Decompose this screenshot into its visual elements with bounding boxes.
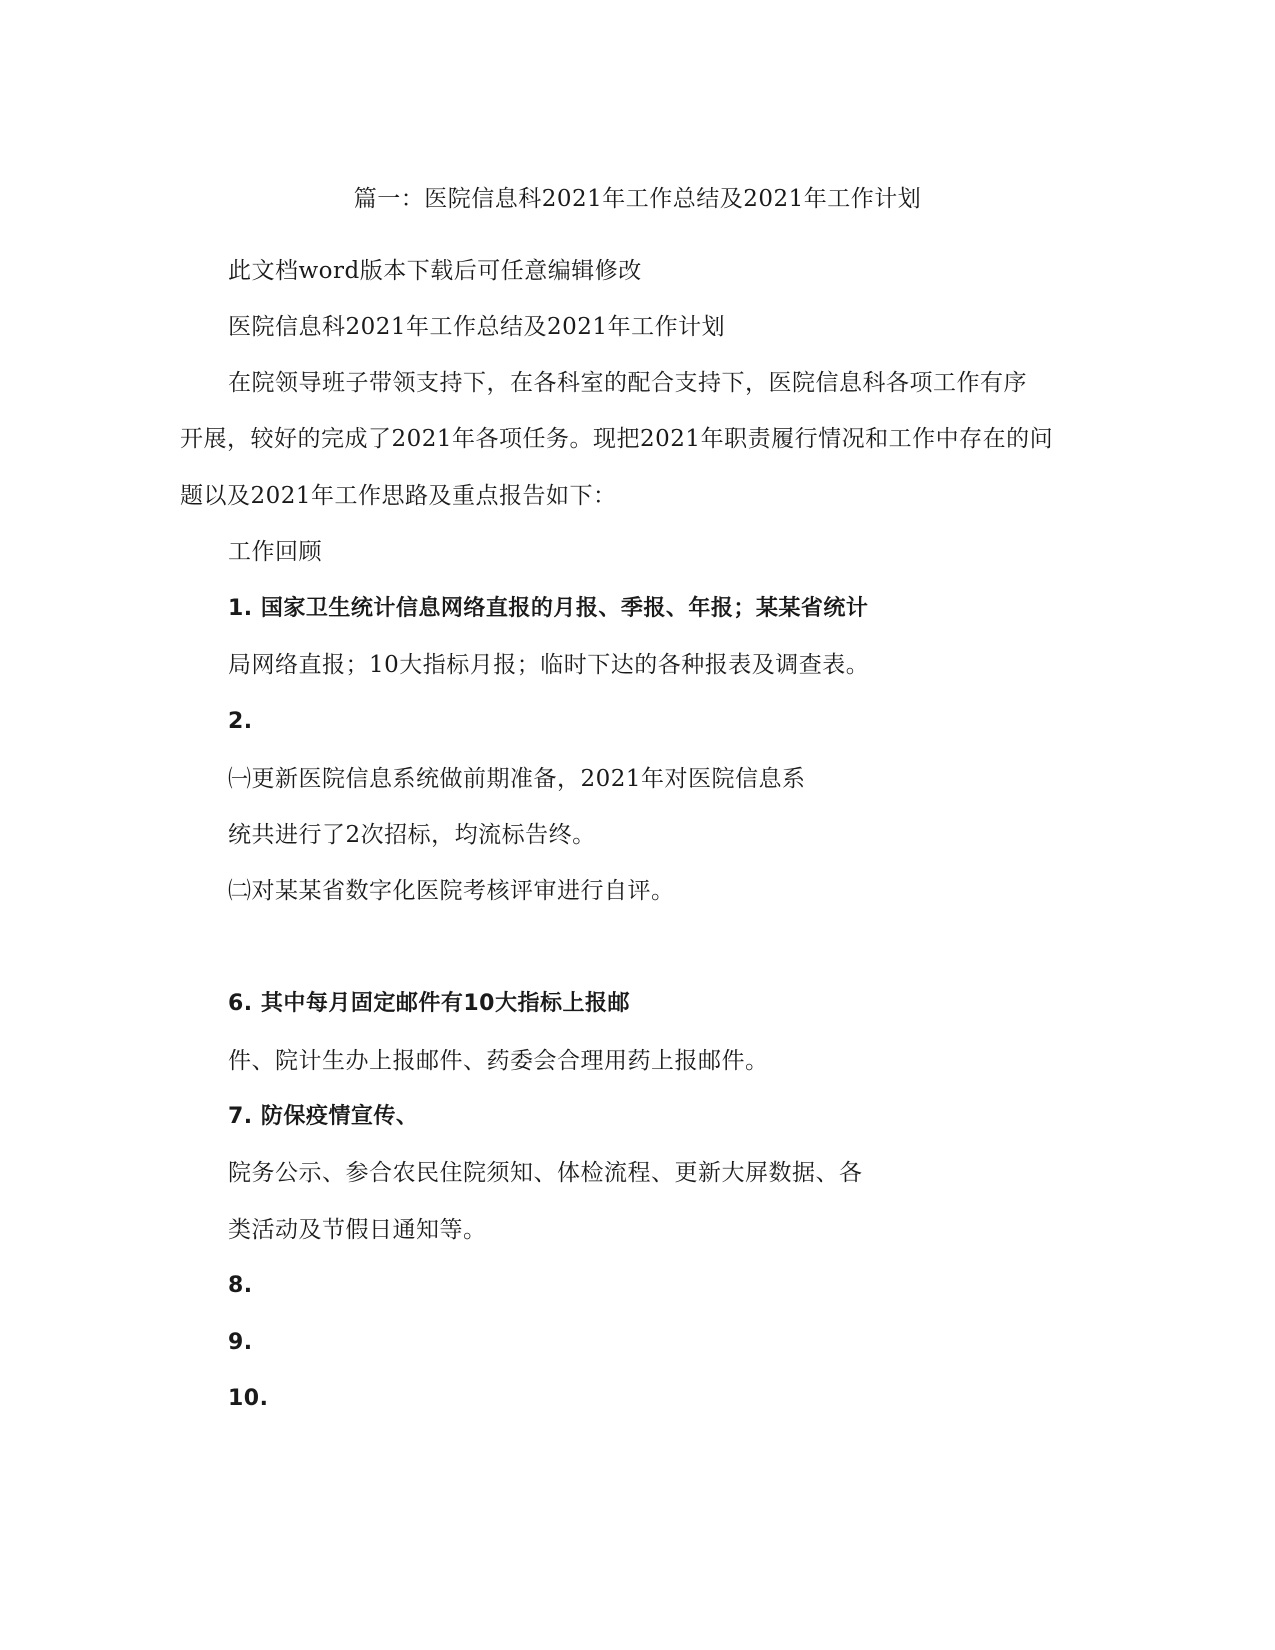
paragraph-line: 开展，较好的完成了2021年各项任务。现把2021年职责履行情况和工作中存在的问 xyxy=(180,426,1054,452)
list-item-heading: 10. xyxy=(228,1386,269,1411)
paragraph-line: 局网络直报；10大指标月报；临时下达的各种报表及调查表。 xyxy=(228,652,870,678)
list-item-heading: 2. xyxy=(228,709,253,734)
paragraph-line: 件、院计生办上报邮件、药委会合理用药上报邮件。 xyxy=(228,1048,769,1074)
paragraph-line: 此文档word版本下载后可任意编辑修改 xyxy=(228,258,642,284)
paragraph-line: 院务公示、参合农民住院须知、体检流程、更新大屏数据、各 xyxy=(228,1160,863,1186)
paragraph-line: 医院信息科2021年工作总结及2021年工作计划 xyxy=(228,314,726,340)
list-item-heading: 7. 防保疫情宣传、 xyxy=(228,1104,419,1129)
paragraph-line: 题以及2021年工作思路及重点报告如下： xyxy=(180,483,617,509)
list-item-heading: 9. xyxy=(228,1330,253,1355)
paragraph-line: 在院领导班子带领支持下，在各科室的配合支持下，医院信息科各项工作有序 xyxy=(228,370,1027,396)
document-title: 篇一：医院信息科2021年工作总结及2021年工作计划 xyxy=(353,186,922,212)
paragraph-line: 类活动及节假日通知等。 xyxy=(228,1217,487,1243)
list-item-heading: 1. 国家卫生统计信息网络直报的月报、季报、年报；某某省统计 xyxy=(228,596,869,621)
section-heading: 工作回顾 xyxy=(228,539,322,565)
list-item-heading: 6. 其中每月固定邮件有10大指标上报邮 xyxy=(228,991,630,1016)
list-item-heading: 8. xyxy=(228,1273,253,1298)
paragraph-line: ㈠更新医院信息系统做前期准备，2021年对医院信息系 xyxy=(228,766,806,792)
paragraph-line: ㈡对某某省数字化医院考核评审进行自评。 xyxy=(228,878,675,904)
paragraph-line: 统共进行了2次招标，均流标告终。 xyxy=(228,822,596,848)
